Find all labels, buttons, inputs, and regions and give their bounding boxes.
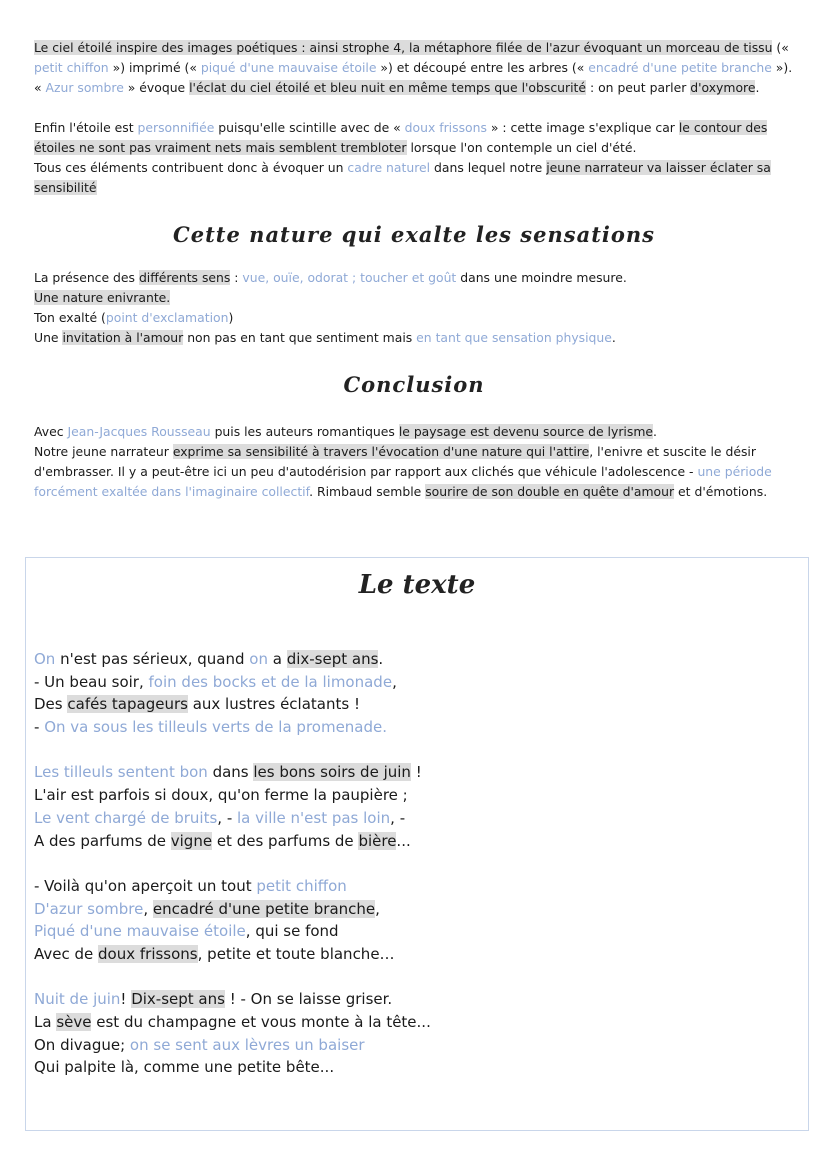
text-run: Une — [34, 330, 63, 345]
text-run: n'est pas sérieux, quand — [55, 650, 250, 668]
poem-line — [34, 671, 774, 694]
highlighted-text: jeune narrateur va laisser éclater sa sensibilité — [34, 160, 771, 195]
paragraph-narrator — [34, 442, 794, 502]
highlighted-text: différents sens — [138, 270, 231, 285]
blue-text: en tant que sensation physique — [416, 330, 612, 345]
blue-text: vue, ouïe, odorat ; toucher et goût — [242, 270, 457, 285]
text-run: La — [34, 1013, 57, 1031]
text-run: , - — [390, 808, 406, 827]
text-run: dans lequel notre — [430, 160, 547, 175]
text-run: , — [392, 672, 397, 691]
poem-line — [34, 1056, 774, 1079]
highlighted-text: dix-sept ans — [286, 650, 379, 668]
highlighted-text: d'oxymore — [690, 80, 756, 95]
text-run: ... — [396, 831, 411, 850]
blue-text: encadré d'une petite branche — [588, 60, 772, 75]
text-run: L'air est parfois si doux, qu'on ferme la paupière ; — [34, 786, 408, 805]
blue-text: personnifiée — [137, 120, 215, 135]
text-run: ») imprimé (« — [108, 60, 201, 75]
text-run: Enfin l'étoile est — [34, 120, 138, 135]
highlighted-text: invitation à l'amour — [62, 330, 184, 345]
blue-text: piqué d'une mauvaise étoile — [200, 60, 377, 75]
blue-text: On va sous les tilleuls verts de la promenade. — [44, 718, 388, 737]
text-run: . — [611, 330, 616, 345]
text-run: est du champagne et vous monte à la tête... — [91, 1013, 431, 1031]
highlighted-text: sève — [56, 1013, 92, 1031]
blue-text: une période forcément exaltée dans l'imaginaire collectif — [34, 464, 772, 499]
text-run: ) — [228, 310, 234, 325]
blue-text: Nuit de juin — [34, 990, 121, 1009]
text-run: , petite et toute blanche… — [197, 944, 395, 963]
text-run: ! — [410, 763, 422, 782]
highlighted-text: le contour des étoiles ne sont pas vraiment nets mais semblent trembloter — [34, 120, 768, 155]
poem-line — [34, 784, 774, 807]
text-run: aux lustres éclatants ! — [187, 695, 360, 714]
highlighted-text: cafés tapageurs — [67, 695, 188, 714]
text-run: et des parfums de — [212, 831, 359, 850]
text-run: , — [375, 899, 380, 918]
poem-title: Le texte — [358, 570, 476, 600]
text-run: , qui se fond — [245, 922, 339, 941]
poem-line — [34, 898, 774, 921]
highlighted-text: sourire de son double en quête d'amour — [425, 484, 675, 499]
poem-line — [34, 943, 774, 966]
blue-text: petit chiffon — [256, 876, 347, 895]
text-run: Avec de — [34, 944, 99, 963]
text-run: Des — [34, 695, 68, 714]
text-run: , — [143, 899, 153, 918]
blue-text: cadre naturel — [347, 160, 431, 175]
paragraph-personification — [34, 118, 794, 158]
text-run: dans une moindre mesure. — [456, 270, 627, 285]
poem-body — [34, 648, 774, 1079]
highlighted-text: exprime sa sensibilité à travers l'évocation d'une nature qui l'attire — [172, 444, 590, 459]
text-run: : — [230, 270, 243, 285]
highlighted-text: bière — [358, 831, 397, 850]
text-run: et d'émotions. — [674, 484, 768, 499]
text-run: - — [34, 718, 45, 737]
text-run: puisqu'elle scintille avec de « — [214, 120, 405, 135]
poem-line — [34, 920, 774, 943]
stanza-break — [34, 852, 774, 875]
poem-line — [34, 761, 774, 784]
text-run: non pas en tant que sentiment mais — [183, 330, 417, 345]
paragraph-senses — [34, 268, 794, 288]
poem-line — [34, 1011, 774, 1034]
text-run: dans — [207, 763, 254, 782]
text-run: Notre jeune narrateur — [34, 444, 173, 459]
text-run: »). « — [34, 60, 793, 95]
text-run: ») et découpé entre les arbres (« — [376, 60, 589, 75]
text-run: lorsque l'on contemple un ciel d'été. — [406, 140, 637, 155]
text-run: , - — [217, 808, 238, 827]
text-run: Avec — [34, 424, 68, 439]
poem-line — [34, 807, 774, 830]
poem-line — [34, 830, 774, 853]
highlighted-text: vigne — [170, 831, 213, 850]
blue-text: Azur sombre — [45, 80, 124, 95]
blue-text: foin des bocks et de la limonade — [148, 672, 393, 691]
highlighted-text: les bons soirs de juin — [253, 763, 411, 782]
text-run: Qui palpite là, comme une petite bête... — [34, 1058, 335, 1077]
paragraph-love — [34, 328, 794, 348]
section-heading-conclusion: Conclusion — [343, 372, 485, 397]
text-run: puis les auteurs romantiques — [210, 424, 399, 439]
blue-text: doux frissons — [404, 120, 487, 135]
paragraph-metaphor — [34, 38, 794, 98]
text-run: . Rimbaud semble — [309, 484, 426, 499]
text-run: La présence des — [34, 270, 139, 285]
blue-text: Jean-Jacques Rousseau — [67, 424, 211, 439]
blue-text: la ville n'est pas loin — [237, 808, 391, 827]
stanza-break — [34, 739, 774, 762]
highlighted-text: l'éclat du ciel étoilé et bleu nuit en même temps que l'obscurité — [189, 80, 587, 95]
text-run: On divague; — [34, 1035, 130, 1054]
poem-line — [34, 648, 774, 671]
blue-text: on se sent aux lèvres un baiser — [129, 1035, 365, 1054]
text-run: - Un beau soir, — [34, 672, 149, 691]
stanza-break — [34, 966, 774, 989]
poem-line — [34, 693, 774, 716]
poem-line — [34, 988, 774, 1011]
text-run: : on peut parler — [586, 80, 691, 95]
highlighted-text: métaphore filée de l'azur évoquant un morceau de tissu — [424, 40, 773, 55]
paragraph-rousseau — [34, 422, 794, 442]
blue-text: on — [249, 650, 268, 668]
blue-text: Le vent chargé de bruits — [34, 808, 218, 827]
text-run: Ton exalté ( — [34, 310, 106, 325]
text-run: » évoque — [123, 80, 190, 95]
poem-line — [34, 716, 774, 739]
text-run: (« — [772, 40, 789, 55]
highlighted-text: doux frissons — [98, 944, 198, 963]
blue-text: point d'exclamation — [105, 310, 229, 325]
paragraph-natural-setting — [34, 158, 794, 198]
text-run: . — [653, 424, 657, 439]
text-run: A des parfums de — [34, 831, 171, 850]
text-run: - Voilà qu'on aperçoit un tout — [34, 876, 257, 895]
text-run: a — [267, 650, 287, 668]
text-run: ! — [120, 990, 132, 1009]
poem-line — [34, 875, 774, 898]
text-run: Tous ces éléments contribuent donc à évoquer un — [34, 160, 348, 175]
paragraph-nature — [34, 288, 794, 308]
blue-text: D'azur sombre — [34, 899, 144, 918]
text-run: . — [755, 80, 760, 95]
paragraph-tone — [34, 308, 794, 328]
poem-line — [34, 1034, 774, 1057]
section-heading-sensations: Cette nature qui exalte les sensations — [173, 222, 655, 247]
blue-text: Les tilleuls sentent bon — [34, 763, 208, 782]
highlighted-text: Dix-sept ans — [131, 990, 225, 1009]
highlighted-text: Une nature enivrante. — [34, 290, 171, 305]
text-run: , l'enivre et suscite le désir d'embrasser. Il y a peut-être ici un peu d'autodérision par rapport aux clichés que véhicule l'adolescence - — [34, 444, 756, 479]
highlighted-text: encadré d'une petite branche — [152, 899, 376, 918]
highlighted-text: Le ciel étoilé inspire des images poétiques : ainsi strophe 4, la — [34, 40, 425, 55]
blue-text: On — [34, 650, 56, 668]
highlighted-text: le paysage est devenu source de lyrisme — [398, 424, 654, 439]
poem-box — [25, 557, 809, 1131]
blue-text: petit chiffon — [34, 60, 109, 75]
blue-text: Piqué d'une mauvaise étoile — [34, 922, 246, 941]
text-run: . — [378, 650, 384, 668]
text-run: ! - On se laisse griser. — [224, 990, 393, 1009]
text-run: » : cette image s'explique car — [486, 120, 679, 135]
